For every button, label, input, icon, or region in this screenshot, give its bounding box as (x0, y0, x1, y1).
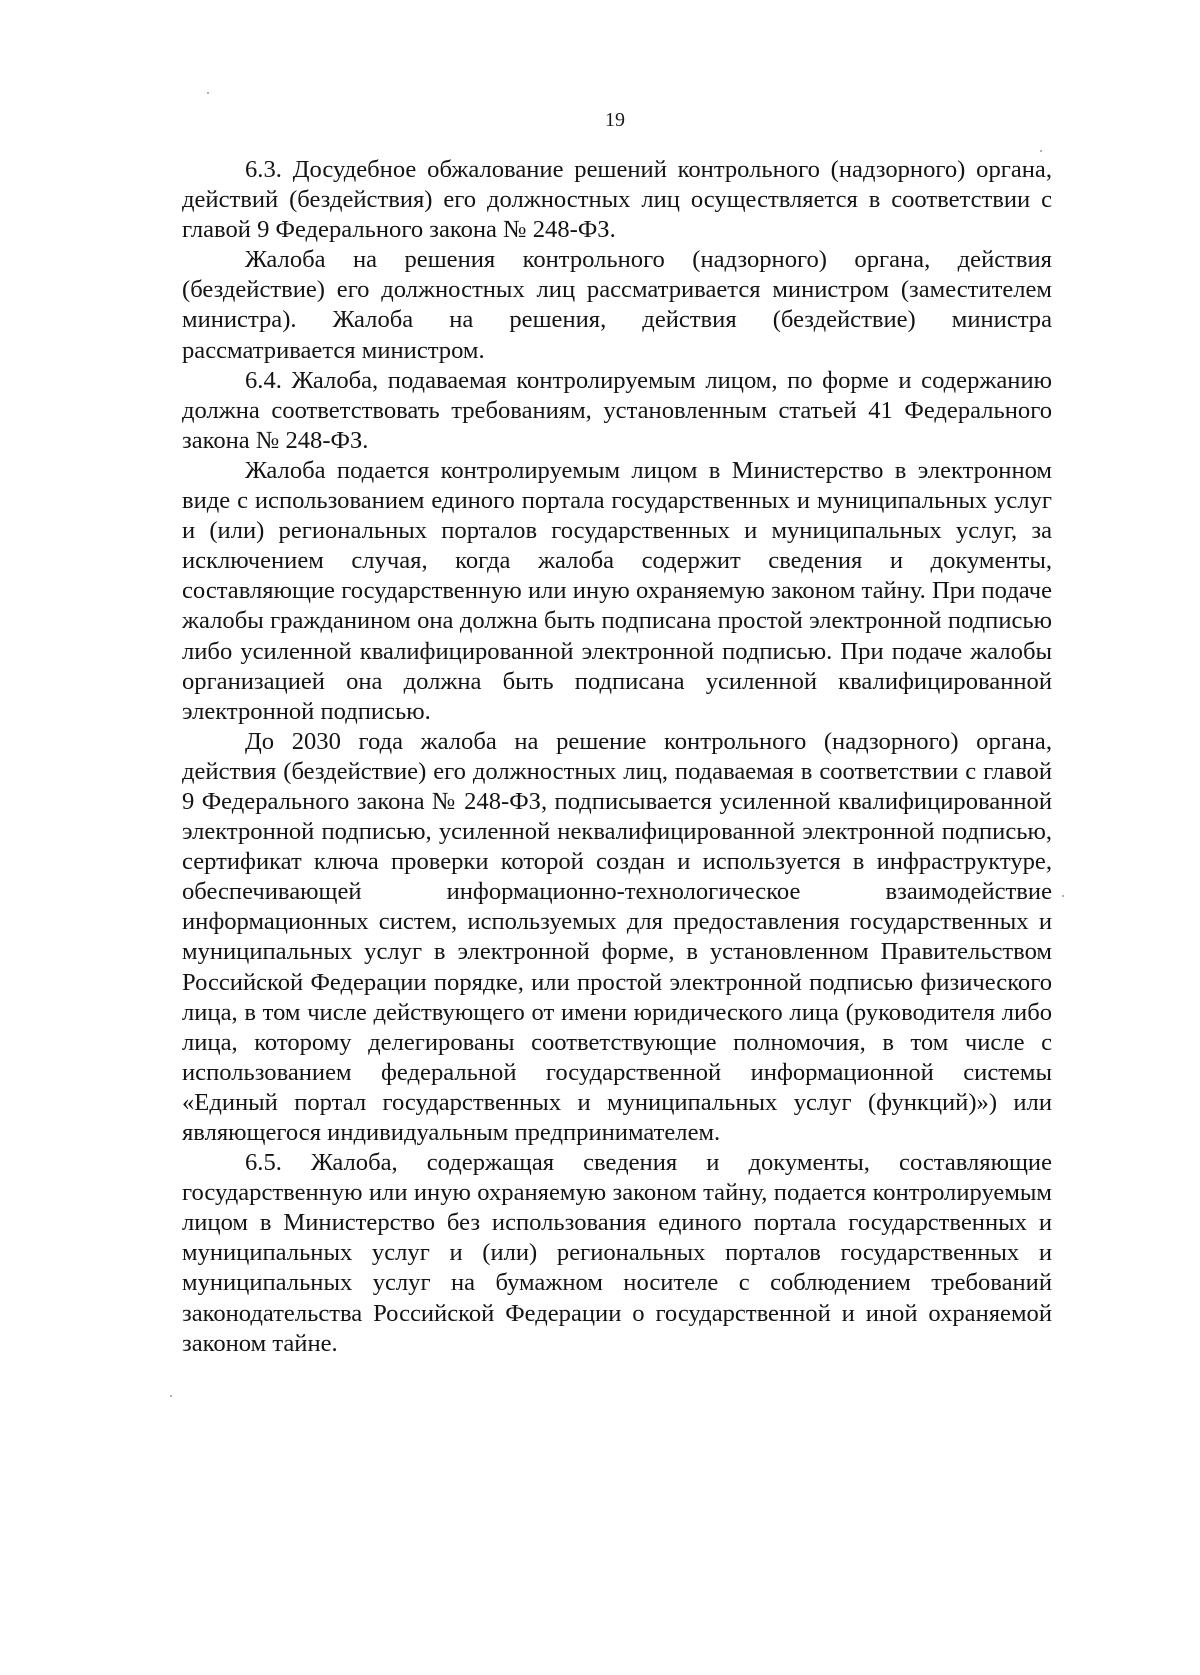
paragraph-electronic-submission: Жалоба подается контролируемым лицом в Министерство в электронном виде с использованием единого портала государственных и муниципальных услуг и (или) региональных порталов государственных и муниципальных услуг, за исключением случая, когда жалоба содержит сведения и документы, составляющие государственную или иную охраняемую законом тайну. При подаче жалобы гражданином она должна быть подписана простой электронной подписью либо усиленной квалифицированной электронной подписью. При подаче жалобы организацией она должна быть подписана усиленной квалифицированной электронной подписью. (182, 456, 1052, 725)
paragraph-6-4: 6.4. Жалоба, подаваемая контролируемым лицом, по форме и содержанию должна соответствовать требованиям, установленным статьей 41 Федерального закона № 248-ФЗ. (182, 366, 1052, 454)
scan-speck (207, 92, 209, 94)
document-body (182, 155, 1052, 1359)
paragraph-until-2030: До 2030 года жалоба на решение контрольного (надзорного) органа, действия (бездействие) его должностных лиц, подаваемая в соответствии с главой 9 Федерального закона № 248-ФЗ, подписывается усиленной квалифицированной электронной подписью, усиленной неквалифицированной электронной подписью, сертификат ключа проверки которой создан и используется в инфраструктуре, обеспечивающей информационно-технологическое взаимодействие информационных систем, используемых для предоставления государственных и муниципальных услуг в электронной форме, в установленном Правительством Российской Федерации порядке, или простой электронной подписью физического лица, в том числе действующего от имени юридического лица (руководителя либо лица, которому делегированы соответствующие полномочия, в том числе с использованием федеральной государственной информационной системы «Единый портал государственных и муниципальных услуг (функций)») или являющегося индивидуальным предпринимателем. (182, 727, 1052, 1146)
page-number: 19 (605, 109, 625, 131)
paragraph-6-3: 6.3. Досудебное обжалование решений контрольного (надзорного) органа, действий (бездействия) его должностных лиц осуществляется в соответствии с главой 9 Федерального закона № 248-ФЗ. (182, 156, 1052, 244)
paragraph-complaint-review: Жалоба на решения контрольного (надзорного) органа, действия (бездействие) его должностных лиц рассматривается министром (заместителем министра). Жалоба на решения, действия (бездействие) министра рассматривается министром. (182, 246, 1052, 364)
scan-speck (1040, 150, 1042, 152)
scan-speck (1062, 895, 1064, 897)
scan-speck (170, 1395, 172, 1397)
paragraph-6-5: 6.5. Жалоба, содержащая сведения и документы, составляющие государственную или иную охраняемую законом тайну, подается контролируемым лицом в Министерство без использования единого портала государственных и муниципальных услуг и (или) региональных порталов государственных и муниципальных услуг на бумажном носителе с соблюдением требований законодательства Российской Федерации о государственной и иной охраняемой законом тайне. (182, 1149, 1052, 1357)
